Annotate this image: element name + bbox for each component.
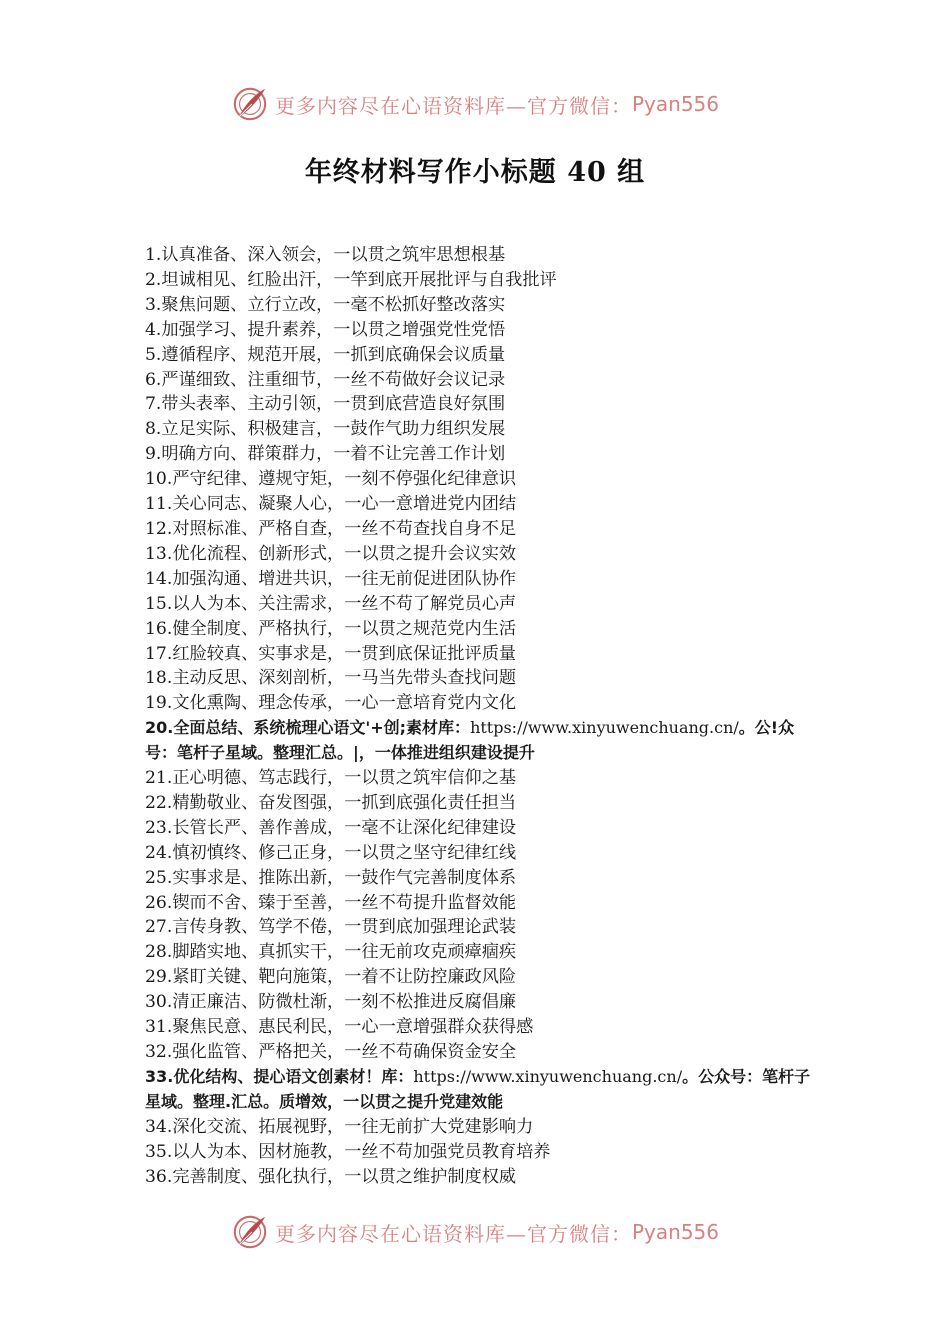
page-title: 年终材料写作小标题 40 组	[304, 157, 646, 188]
list-item: 29.紧盯关键、靶向施策，一着不让防控廉政风险	[145, 967, 517, 988]
list-item: 23.长管长严、善作善成，一毫不让深化纪律建设	[145, 817, 517, 838]
list-item: 21.正心明德、笃志践行，一以贯之筑牢信仰之基	[145, 768, 517, 789]
banner-account: Pyan556	[631, 1220, 719, 1244]
list-item: 8.立足实际、积极建言，一鼓作气助力组织发展	[145, 419, 506, 440]
heading-list	[145, 243, 825, 1189]
list-item: 10.严守纪律、遵规守矩，一刻不停强化纪律意识	[145, 469, 517, 490]
item-text-after: 。公众号：笔杆子星域。整理.汇总。质增效，一以贯之提升党建效能	[145, 1066, 811, 1111]
list-item: 2.坦诚相见、红脸出汗，一竿到底开展批评与自我批评	[145, 269, 557, 290]
feather-pen-logo-icon	[231, 1213, 269, 1251]
item-text-after: 。公!众号：笔杆子星域。整理汇总。|，一体推进组织建设提升	[145, 718, 795, 763]
banner-text: 更多内容尽在心语资料库—官方微信：	[274, 1221, 632, 1246]
list-item: 36.完善制度、强化执行，一以贯之维护制度权威	[145, 1166, 517, 1187]
list-item: 25.实事求是、推陈出新，一鼓作气完善制度体系	[145, 867, 517, 888]
list-item: 18.主动反思、深刻剖析，一马当先带头查找问题	[145, 668, 517, 689]
list-item: 26.锲而不舍、臻于至善，一丝不苟提升监督效能	[145, 892, 517, 913]
list-item: 32.强化监管、严格把关，一丝不苟确保资金安全	[145, 1042, 517, 1062]
list-item: 16.健全制度、严格执行，一以贯之规范党内生活	[145, 618, 517, 639]
list-item: 12.对照标准、严格自查，一丝不苟查找自身不足	[145, 518, 517, 539]
item-url: https://www.xinyuwenchuang.cn/	[470, 718, 739, 738]
list-item: 5.遵循程序、规范开展，一抓到底确保会议质量	[145, 344, 506, 365]
item-text-before: 33.优化结构、提心语文创素材！库：	[145, 1066, 414, 1086]
banner-text: 更多内容尽在心语资料库—官方微信：	[274, 93, 632, 118]
list-item: 7.带头表率、主动引领，一贯到底营造良好氛围	[145, 394, 506, 415]
list-item: 6.严谨细致、注重细节，一丝不苟做好会议记录	[145, 369, 506, 390]
list-item: 34.深化交流、拓展视野，一往无前扩大党建影响力	[145, 1116, 534, 1137]
list-item: 14.加强沟通、增进共识，一往无前促进团队协作	[145, 568, 517, 589]
list-item: 17.红脸较真、实事求是，一贯到底保证批评质量	[145, 643, 517, 664]
list-item-watermarked	[145, 1065, 825, 1115]
list-item: 30.清正廉洁、防微杜渐，一刻不松推进反腐倡廉	[145, 992, 517, 1013]
list-item: 35.以人为本、因材施教，一丝不苟加强党员教育培养	[145, 1141, 551, 1162]
list-item: 1.认真准备、深入领会，一以贯之筑牢思想根基	[145, 245, 506, 265]
list-item: 22.精勤敬业、奋发图强，一抓到底强化责任担当	[145, 792, 517, 813]
list-item-watermarked	[145, 716, 825, 766]
list-item: 15.以人为本、关注需求，一丝不苟了解党员心声	[145, 593, 517, 614]
list-item: 9.明确方向、群策群力，一着不让完善工作计划	[145, 444, 506, 465]
list-item: 13.优化流程、创新形式，一以贯之提升会议实效	[145, 543, 517, 564]
list-item: 24.慎初慎终、修己正身，一以贯之坚守纪律红线	[145, 842, 517, 863]
list-item: 11.关心同志、凝聚人心，一心一意增进党内团结	[145, 494, 517, 515]
list-item: 19.文化熏陶、理念传承，一心一意培育党内文化	[145, 693, 517, 714]
list-item: 31.聚焦民意、惠民利民，一心一意增强群众获得感	[145, 1017, 534, 1038]
list-item: 3.聚焦问题、立行立改，一毫不松抓好整改落实	[145, 294, 506, 315]
item-text-before: 20.全面总结、系统梳理心语文'+创;素材库：	[145, 718, 471, 738]
item-url: https://www.xinyuwenchuang.cn/	[413, 1066, 683, 1086]
list-item: 4.加强学习、提升素养，一以贯之增强党性党悟	[145, 319, 506, 340]
footer-watermark-banner	[0, 1208, 950, 1256]
list-item: 28.脚踏实地、真抓实干，一往无前攻克顽瘴痼疾	[145, 942, 517, 963]
banner-account: Pyan556	[631, 92, 719, 116]
feather-pen-logo-icon	[231, 85, 269, 123]
list-item: 27.言传身教、笃学不倦，一贯到底加强理论武装	[145, 917, 517, 938]
header-watermark-banner	[0, 80, 950, 128]
